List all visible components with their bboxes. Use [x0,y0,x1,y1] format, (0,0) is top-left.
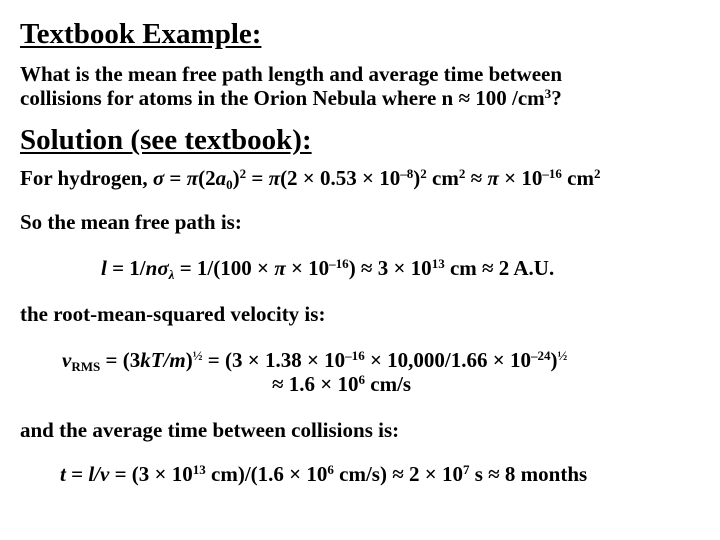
mfp-tail: cm ≈ 2 A.U. [444,256,555,280]
slash: / [94,462,100,486]
hydrogen-prefix: For hydrogen, [20,166,153,190]
rms-subscript: RMS [71,358,101,374]
exponent: ½ [557,347,568,363]
question-text-2: collisions for atoms in the Orion Nebula where n ≈ 100 /cm [20,86,545,110]
m-symbol: m [169,348,186,372]
exponent: –8 [400,165,414,181]
question-exponent: 3 [544,85,552,101]
vrms-numbers: = (3 × 1.38 × 10 [202,348,346,372]
exponent: –16 [329,255,349,271]
time-equation [60,462,587,486]
mfp-equation [101,256,554,280]
equals: = [164,166,187,190]
hydrogen-expression: (2 × 0.53 × 10 [280,166,401,190]
exponent: 2 [458,165,466,181]
exponent: 2 [593,165,601,181]
vrms-result-value: ≈ 1.6 × 10 [272,372,359,396]
exponent: 2 [420,165,427,181]
paren: ) [550,348,558,372]
l-symbol: l [88,462,95,486]
exponent: 6 [327,461,334,477]
time-expression: = (3 × 10 [109,462,193,486]
time-expression-2: cm)/(1.6 × 10 [205,462,328,486]
question-line-1 [20,62,562,86]
time-tail: s ≈ 8 months [469,462,588,486]
exponent: 13 [431,255,445,271]
v-symbol: v [100,462,110,486]
vrms-numbers-2: × 10,000/1.66 × 10 [364,348,531,372]
equals: = [246,166,269,190]
subscript: 0 [226,176,233,192]
exponent: 13 [192,461,206,477]
question-text-1: What is the mean free path length and average time between [20,62,563,86]
paren: ) [185,348,193,372]
v-symbol: v [62,348,72,372]
exponent: –24 [530,347,551,363]
pi-symbol: π [274,256,286,280]
vrms-equation [62,348,567,372]
pi-symbol: π [186,166,199,190]
paren: ) [232,166,240,190]
mfp-intro: So the mean free path is: [20,210,242,234]
exponent: –16 [542,165,562,181]
vrms-expression: = (3 [100,348,141,372]
time-intro: and the average time between collisions is: [20,418,400,442]
exponent: 7 [462,461,470,477]
question-line-2 [20,86,562,110]
equals: = 1/ [106,256,146,280]
exponent: 2 [239,165,247,181]
n-symbol: n [145,256,158,280]
power-of-ten: × 10 [498,166,543,190]
sigma-symbol: σ [157,256,169,280]
heading-solution: Solution (see textbook): [20,124,312,156]
approx: ≈ [465,166,488,190]
mfp-expression: = 1/(100 × [174,256,275,280]
hydrogen-equation [20,166,600,190]
unit: cm/s [365,372,412,396]
question-mark: ? [551,86,562,110]
pi-symbol: π [487,166,499,190]
time-expression-3: cm/s) ≈ 2 × 10 [333,462,463,486]
lambda-subscript: λ [168,266,175,282]
vrms-result [272,372,411,396]
l-symbol: l [101,256,107,280]
equals: = [65,462,89,486]
exponent: –16 [345,347,365,363]
slash: / [163,348,170,372]
paren: (2 [198,166,216,190]
mfp-result: ) ≈ 3 × 10 [348,256,432,280]
vrms-intro: the root-mean-squared velocity is: [20,302,326,326]
t-symbol: t [60,462,66,486]
sigma-symbol: σ [152,166,165,190]
exponent: ½ [192,347,203,363]
pi-symbol: π [268,166,281,190]
power-of-ten: × 10 [285,256,330,280]
k-symbol: k [140,348,151,372]
heading-textbook-example: Textbook Example: [20,18,262,50]
exponent: 6 [358,371,366,387]
bohr-radius-symbol: a [215,166,227,190]
unit: cm [561,166,594,190]
paren: ) [413,166,421,190]
t-symbol: T [150,348,164,372]
unit: cm [426,166,459,190]
